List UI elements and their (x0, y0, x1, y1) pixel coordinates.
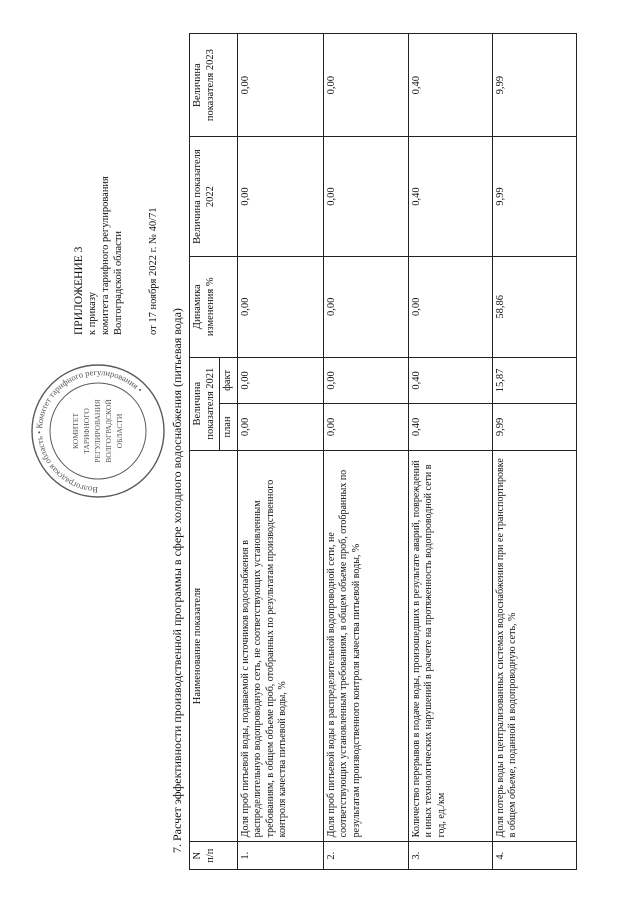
header-line: комитета тарифного регулирования (100, 176, 111, 335)
row-dynamics: 0,00 (408, 256, 492, 357)
row-dynamics: 58,86 (492, 256, 576, 357)
row-name: Количество перерывов в подаче воды, произошедших в результате аварий, повреждений и иных технологических нарушений в расчете на протяженность водопроводной сети в год, ед./км (408, 450, 492, 842)
header-n: N п/п (190, 842, 238, 870)
row-number: 3. (408, 842, 492, 870)
row-2022: 0,00 (237, 137, 323, 257)
stamp-inner-line: ТАРИФНОГО (82, 408, 91, 454)
row-fact: 0,40 (408, 357, 492, 404)
row-dynamics: 0,00 (237, 256, 323, 357)
appendix-title: ПРИЛОЖЕНИЕ 3 (73, 246, 85, 335)
row-number: 4. (492, 842, 576, 870)
header-dynamics: Динамика изменения % (190, 256, 238, 357)
stamp-inner-line: РЕГУЛИРОВАНИЯ (93, 399, 102, 463)
stamp-inner-line: ВОЛГОГРАДСКОЙ (104, 399, 113, 463)
header-line: Волгоградской области (113, 230, 124, 335)
section-caption: 7. Расчет эффективности производственной программы в сфере холодного водоснабжения (питьевая вода) (170, 308, 184, 853)
row-2023: 9,99 (492, 34, 576, 137)
order-date: от 17 ноября 2022 г. № 40/71 (148, 207, 159, 335)
efficiency-table (189, 33, 577, 870)
stamp-outer-text: Волгоградская область • Комитет тарифного регулирования • (33, 366, 145, 496)
table-header-row (190, 34, 220, 870)
header-plan: план (220, 404, 238, 451)
row-2022: 0,40 (408, 137, 492, 257)
stamp-inner-line: КОМИТЕТ (71, 412, 80, 450)
row-2023: 0,00 (237, 34, 323, 137)
row-dynamics: 0,00 (323, 256, 408, 357)
row-number: 1. (237, 842, 323, 870)
header-line: к приказу (87, 292, 98, 335)
appendix-header (73, 35, 125, 335)
row-plan: 0,00 (237, 404, 323, 451)
table-row (408, 34, 492, 870)
row-plan: 9,99 (492, 404, 576, 451)
table-row (323, 34, 408, 870)
header-fact: факт (220, 357, 238, 404)
row-fact: 0,00 (323, 357, 408, 404)
header-2023: Величина показателя 2023 (190, 34, 238, 137)
stamp-inner-line: ОБЛАСТИ (115, 413, 124, 449)
table-row (492, 34, 576, 870)
row-2023: 0,00 (323, 34, 408, 137)
row-plan: 0,00 (323, 404, 408, 451)
official-stamp (28, 361, 168, 501)
table-row (237, 34, 323, 870)
header-2021: Величина показателя 2021 (190, 357, 220, 450)
row-name: Доля проб питьевой воды в распределительной водопроводной сети, не соответствующих установленным требованиям, в общем объеме проб, отобранных по результатам производственного контроля качества питьевой воды, % (323, 450, 408, 842)
row-name: Доля потерь воды в централизованных системах водоснабжения при ее транспортировке в общем объеме, поданной в водопроводную сеть, % (492, 450, 576, 842)
row-fact: 15,87 (492, 357, 576, 404)
header-name: Наименование показателя (190, 450, 238, 842)
row-2022: 0,00 (323, 137, 408, 257)
header-2022: Величина показателя 2022 (190, 137, 238, 257)
row-number: 2. (323, 842, 408, 870)
row-2023: 0,40 (408, 34, 492, 137)
row-plan: 0,40 (408, 404, 492, 451)
row-name: Доля проб питьевой воды, подаваемой с источников водоснабжения в распределительную водопроводную сеть, не соответствующих установленным требованиям, в общем объеме проб, отобранных по результатам производственного контроля качества питьевой воды, % (237, 450, 323, 842)
row-2022: 9,99 (492, 137, 576, 257)
row-fact: 0,00 (237, 357, 323, 404)
